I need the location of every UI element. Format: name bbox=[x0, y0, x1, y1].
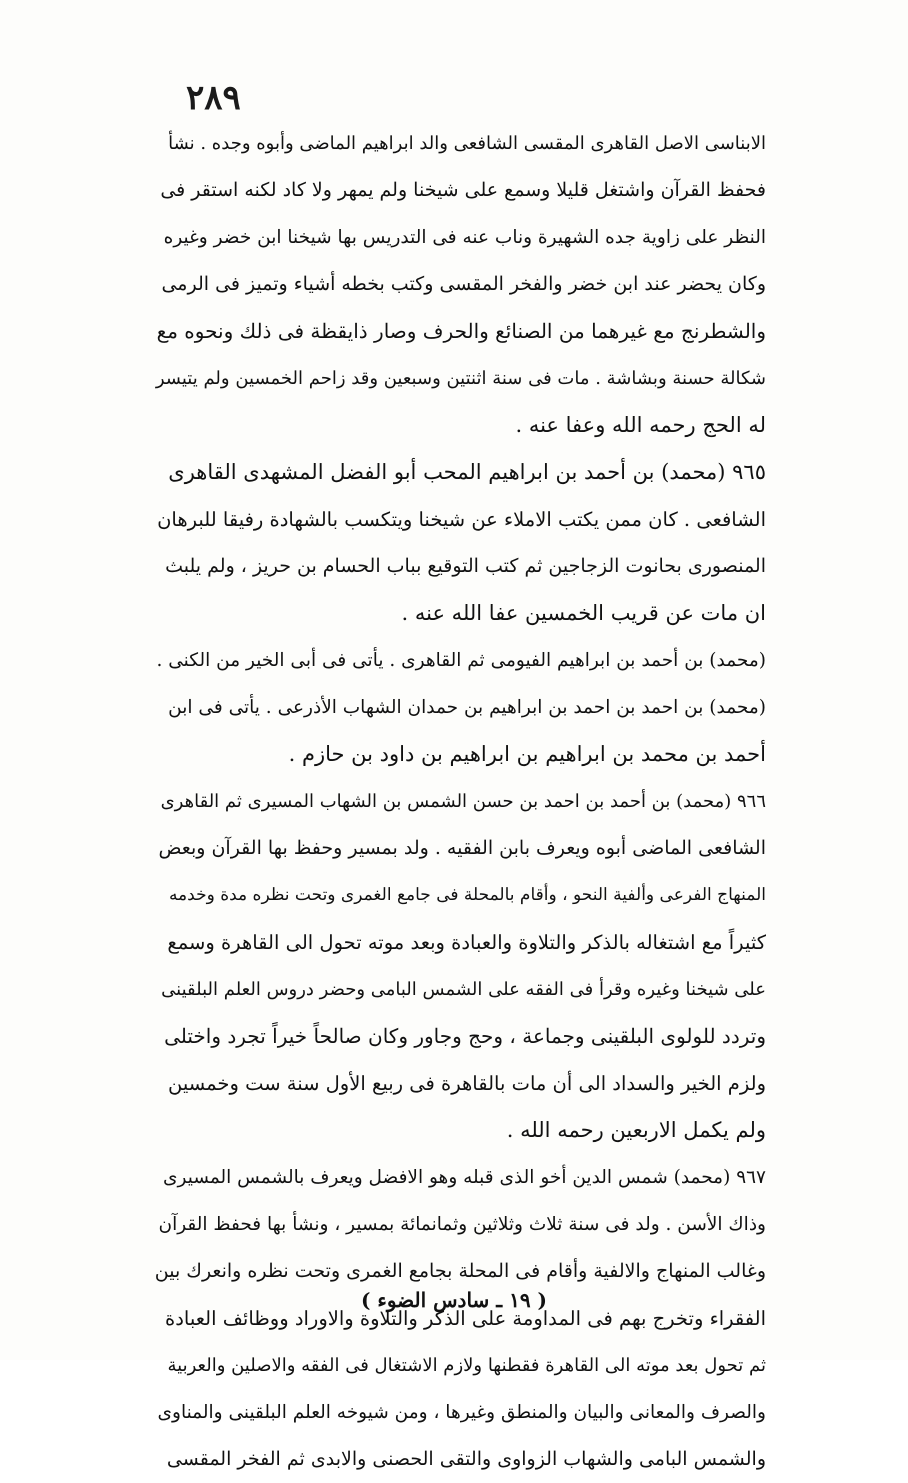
page-number: ٢٨٩ bbox=[186, 78, 241, 118]
text-line: وكان يحضر عند ابن خضر والفخر المقسى وكتب بخطه أشياء وتميز فى الرمى bbox=[161, 273, 766, 295]
signature-footer: ( ١٩ ـ سادس الضوء ) bbox=[361, 1288, 547, 1312]
text-line: والشمس البامى والشهاب الزواوى والتقى الحصنى والابدى ثم الفخر المقسى bbox=[166, 1448, 766, 1470]
text-line: والشطرنج مع غيرهما من الصنائع والحرف وصار ذايقظة فى ذلك ونحوه مع bbox=[156, 319, 766, 343]
text-line: ثم تحول بعد موته الى القاهرة فقطنها ولازم الاشتغال فى الفقه والاصلين والعربية bbox=[167, 1355, 766, 1376]
text-line: كثيراً مع اشتغاله بالذكر والتلاوة والعبادة وبعد موته تحول الى القاهرة وسمع bbox=[167, 931, 766, 954]
cross-reference-line: (محمد) بن أحمد بن ابراهيم الفيومى ثم القاهرى . يأتى فى أبى الخير من الكنى . bbox=[156, 650, 766, 671]
text-line: شكالة حسنة وبشاشة . مات فى سنة اثنتين وسبعين وقد زاحم الخمسين ولم يتيسر bbox=[155, 368, 766, 389]
text-line: النظر على زاوية جده الشهيرة وناب عنه فى التدريس بها شيخنا ابن خضر وغيره bbox=[163, 227, 766, 248]
cross-reference-line: (محمد) بن احمد بن احمد بن ابراهيم بن حمدان الشهاب الأذرعى . يأتى فى ابن bbox=[168, 697, 766, 718]
text-line: على شيخنا وغيره وقرأ فى الفقه على الشمس البامى وحضر دروس العلم البلقينى bbox=[161, 979, 766, 1000]
text-line: ولم يكمل الاربعين رحمه الله . bbox=[506, 1118, 766, 1142]
text-line: فحفظ القرآن واشتغل قليلا وسمع على شيخنا ولم يمهر ولا كاد لكنه استقر فى bbox=[160, 179, 766, 201]
text-line: الفقراء وتخرج بهم فى المداومة على الذكر والتلاوة والاوراد ووظائف العبادة bbox=[165, 1307, 766, 1330]
text-line: المنهاج الفرعى وألفية النحو ، وأقام بالمحلة فى جامع الغمرى وتحت نظره مدة وخدمه bbox=[168, 885, 766, 905]
text-line: أحمد بن محمد بن ابراهيم بن ابراهيم بن داود بن حازم . bbox=[288, 742, 766, 766]
text-line: وذاك الأسن . ولد فى سنة ثلاث وثلاثين وثمانمائة بمسير ، ونشأ بها فحفظ القرآن bbox=[158, 1214, 766, 1235]
text-line: ان مات عن قريب الخمسين عفا الله عنه . bbox=[401, 601, 766, 625]
text-line: وتردد للولوى البلقينى وجماعة ، وحج وجاور وكان صالحاً خيراً تجرد واختلى bbox=[164, 1024, 766, 1048]
text-line: له الحج رحمه الله وعفا عنه . bbox=[515, 413, 766, 437]
text-line: الابناسى الاصل القاهرى المقسى الشافعى والد ابراهيم الماضى وأبوه وجده . نشأ bbox=[168, 133, 766, 154]
text-line: الشافعى الماضى أبوه ويعرف بابن الفقيه . ولد بمسير وحفظ بها القرآن وبعض bbox=[158, 837, 766, 859]
text-line: والصرف والمعانى والبيان والمنطق وغيرها ، ومن شيوخه العلم البلقينى والمناوى bbox=[157, 1402, 766, 1423]
text-line: وغالب المنهاج والالفية وأقام فى المحلة بجامع الغمرى وتحت نظره وانعرك بين bbox=[154, 1260, 766, 1282]
body-text bbox=[154, 120, 766, 1483]
entry-967-line: ٩٦٧ (محمد) شمس الدين أخو الذى قبله وهو الافضل ويعرف بالشمس المسيرى bbox=[163, 1167, 766, 1188]
entry-966-line: ٩٦٦ (محمد) بن أحمد بن احمد بن حسن الشمس بن الشهاب المسيرى ثم القاهرى bbox=[160, 791, 766, 812]
entry-965-line: ٩٦٥ (محمد) بن أحمد بن ابراهيم المحب أبو الفضل المشهدى القاهرى bbox=[168, 460, 766, 484]
text-line: ولزم الخير والسداد الى أن مات بالقاهرة فى ربيع الأول سنة ست وخمسين bbox=[168, 1072, 766, 1095]
text-line: الشافعى . كان ممن يكتب الاملاء عن شيخنا ويتكسب بالشهادة رفيقا للبرهان bbox=[157, 508, 766, 531]
text-line: المنصورى بحانوت الزجاجين ثم كتب التوقيع بباب الحسام بن حريز ، ولم يلبث bbox=[165, 555, 766, 577]
